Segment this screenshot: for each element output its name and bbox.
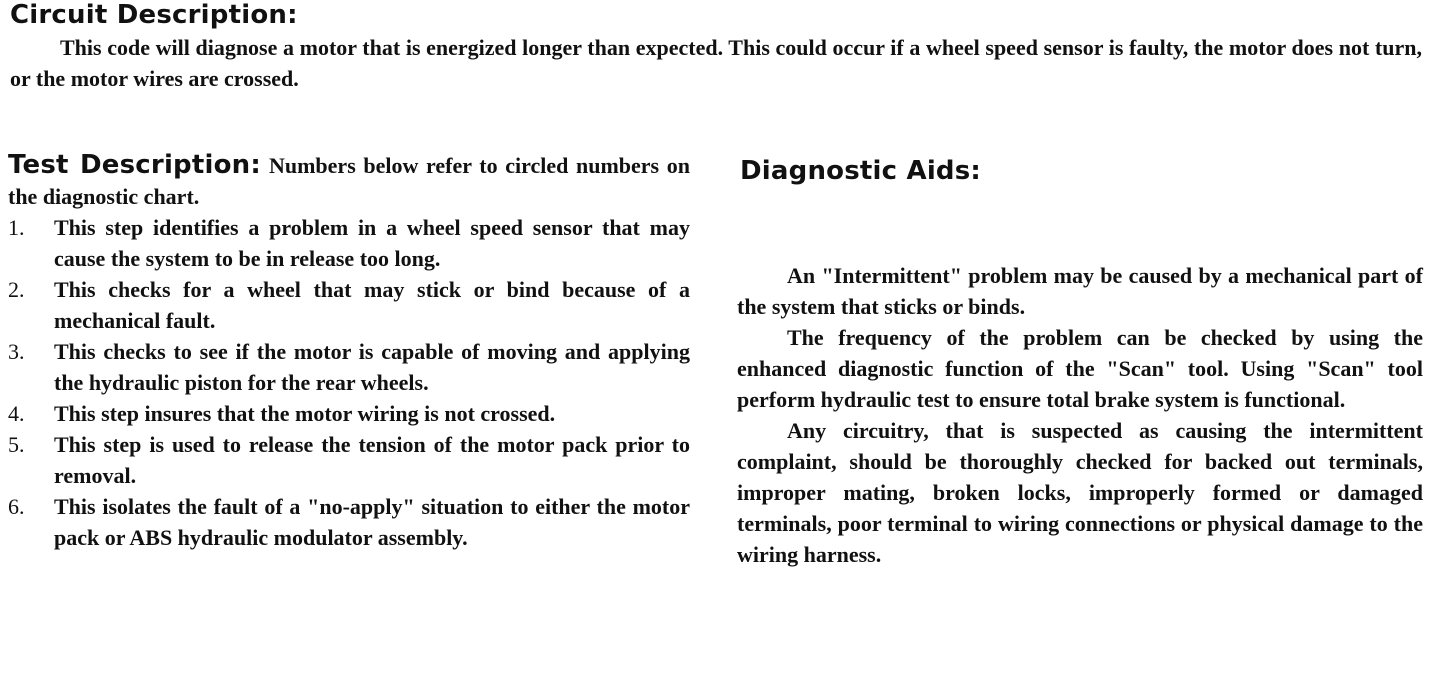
step-text: This checks to see if the motor is capable of moving and applying the hydraulic piston for the rear wheels. bbox=[54, 339, 690, 395]
diagnostic-aids-paragraph: An "Intermittent" problem may be caused by a mechanical part of the system that sticks or binds. bbox=[737, 263, 1423, 319]
step-number: 6. bbox=[8, 494, 25, 519]
test-description-heading: Test Description: bbox=[8, 150, 261, 180]
step-text: This checks for a wheel that may stick or bind because of a mechanical fault. bbox=[54, 277, 690, 333]
diagnostic-aids-text bbox=[737, 260, 1423, 570]
circuit-description-heading: Circuit Description: bbox=[10, 0, 298, 30]
step-text: This step insures that the motor wiring is not crossed. bbox=[54, 401, 556, 426]
circuit-description-text: This code will diagnose a motor that is energized longer than expected. This could occur if a wheel speed sensor is faulty, the motor does not turn, or the motor wires are crossed. bbox=[10, 35, 1422, 91]
step-number: 2. bbox=[8, 277, 25, 302]
step-text: This step identifies a problem in a wheel speed sensor that may cause the system to be in release too long. bbox=[54, 215, 690, 271]
step-text: This step is used to release the tension of the motor pack prior to removal. bbox=[54, 432, 690, 488]
diagnostic-aids-paragraph: The frequency of the problem can be checked by using the enhanced diagnostic function of the "Scan" tool. Using "Scan" tool perform hydraulic test to ensure total brake system is functional. bbox=[737, 325, 1423, 412]
step-number: 1. bbox=[8, 215, 25, 240]
list-item bbox=[8, 398, 690, 429]
list-item bbox=[8, 274, 690, 336]
test-description-intro-block bbox=[8, 150, 690, 212]
diagnostic-aids-heading: Diagnostic Aids: bbox=[740, 156, 982, 186]
step-text: This isolates the fault of a "no-apply" situation to either the motor pack or ABS hydraulic modulator assembly. bbox=[54, 494, 690, 550]
step-number: 4. bbox=[8, 401, 25, 426]
step-number: 5. bbox=[8, 432, 25, 457]
list-item bbox=[8, 491, 690, 553]
test-steps-list bbox=[8, 212, 690, 553]
test-description-section bbox=[8, 150, 690, 553]
test-description-intro: Numbers below refer to circled numbers on the diagnostic chart. bbox=[8, 153, 690, 209]
step-number: 3. bbox=[8, 339, 25, 364]
list-item bbox=[8, 429, 690, 491]
diagnostic-aids-paragraph: Any circuitry, that is suspected as causing the intermittent complaint, should be thoroughly checked for backed out terminals, improper mating, broken locks, improperly formed or damaged terminals, poor terminal to wiring connections or physical damage to the wiring harness. bbox=[737, 418, 1423, 567]
list-item bbox=[8, 336, 690, 398]
list-item bbox=[8, 212, 690, 274]
